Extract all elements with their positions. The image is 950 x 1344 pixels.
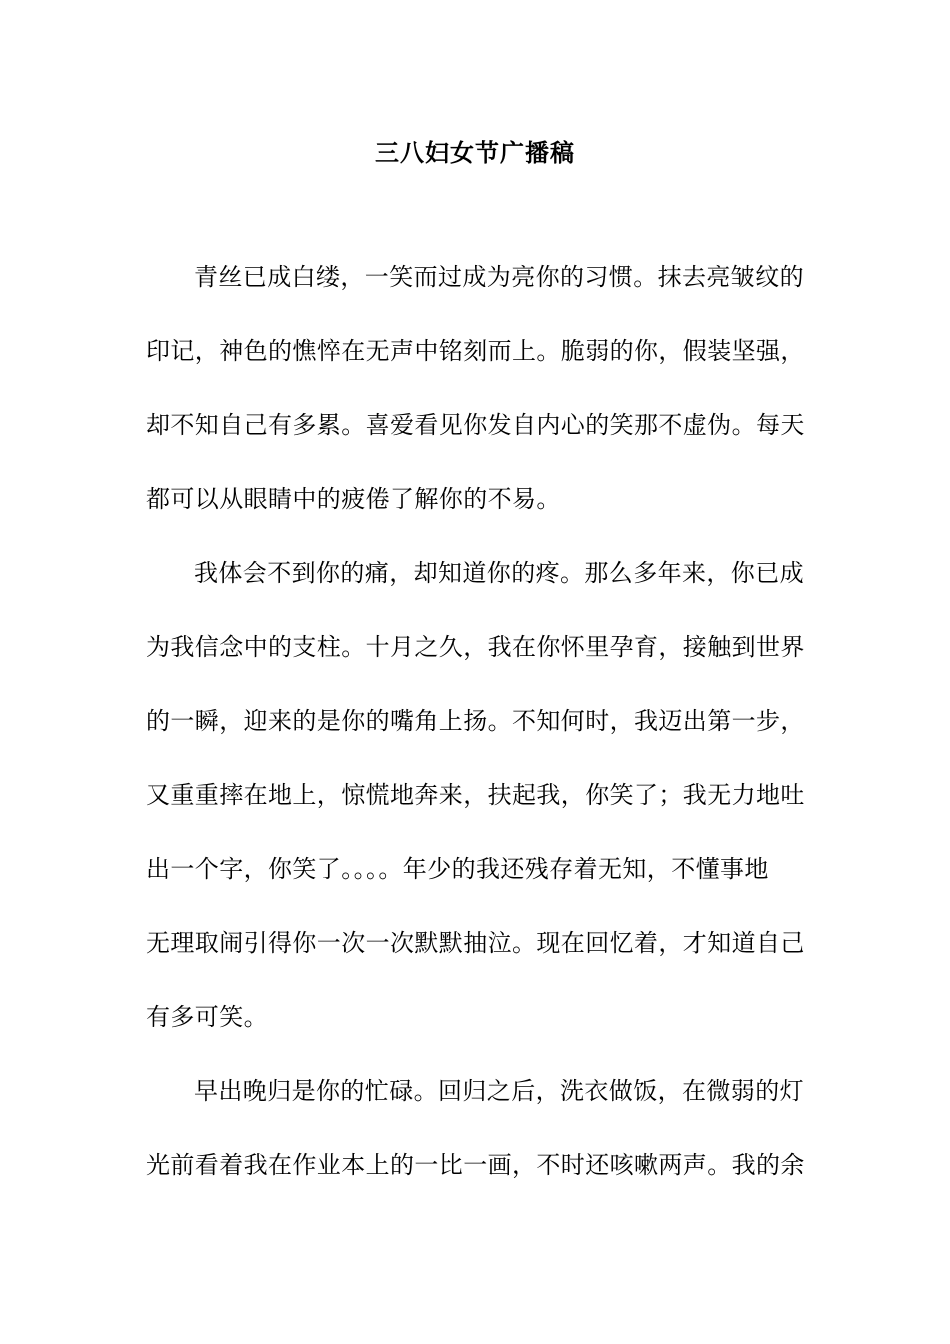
paragraph-1-line-4: 都可以从眼睛中的疲倦了解你的不易。	[146, 485, 561, 513]
paragraph-2-line-6: 无理取闹引得你一次一次默默抽泣。现在回忆着，才知道自己	[146, 929, 805, 957]
paragraph-3-line-1: 早出晚归是你的忙碌。回归之后，洗衣做饭，在微弱的灯	[194, 1077, 804, 1105]
paragraph-1-line-2: 印记，神色的憔悴在无声中铭刻而上。脆弱的你，假装坚强，	[146, 337, 805, 365]
paragraph-2-line-4: 又重重摔在地上，惊慌地奔来，扶起我，你笑了；我无力地吐	[146, 781, 805, 809]
paragraph-1-line-3: 却不知自己有多累。喜爱看见你发自内心的笑那不虚伪。每天	[146, 411, 805, 439]
paragraph-2-line-7: 有多可笑。	[146, 1003, 268, 1031]
paragraph-2-line-2: 为我信念中的支柱。十月之久，我在你怀里孕育，接触到世界	[146, 633, 805, 661]
document-title: 三八妇女节广播稿	[375, 138, 575, 167]
paragraph-2-line-5: 出一个字，你笑了。。。。年少的我还残存着无知，不懂事地	[146, 855, 769, 883]
paragraph-3-line-2: 光前看着我在作业本上的一比一画，不时还咳嗽两声。我的余	[146, 1151, 805, 1179]
paragraph-2-line-3: 的一瞬，迎来的是你的嘴角上扬。不知何时，我迈出第一步，	[146, 707, 805, 735]
document-body	[146, 257, 806, 1219]
paragraph-1-line-1: 青丝已成白缕，一笑而过成为亮你的习惯。抹去亮皱纹的	[194, 263, 804, 291]
paragraph-2-line-1: 我体会不到你的痛，却知道你的疼。那么多年来，你已成	[194, 559, 804, 587]
